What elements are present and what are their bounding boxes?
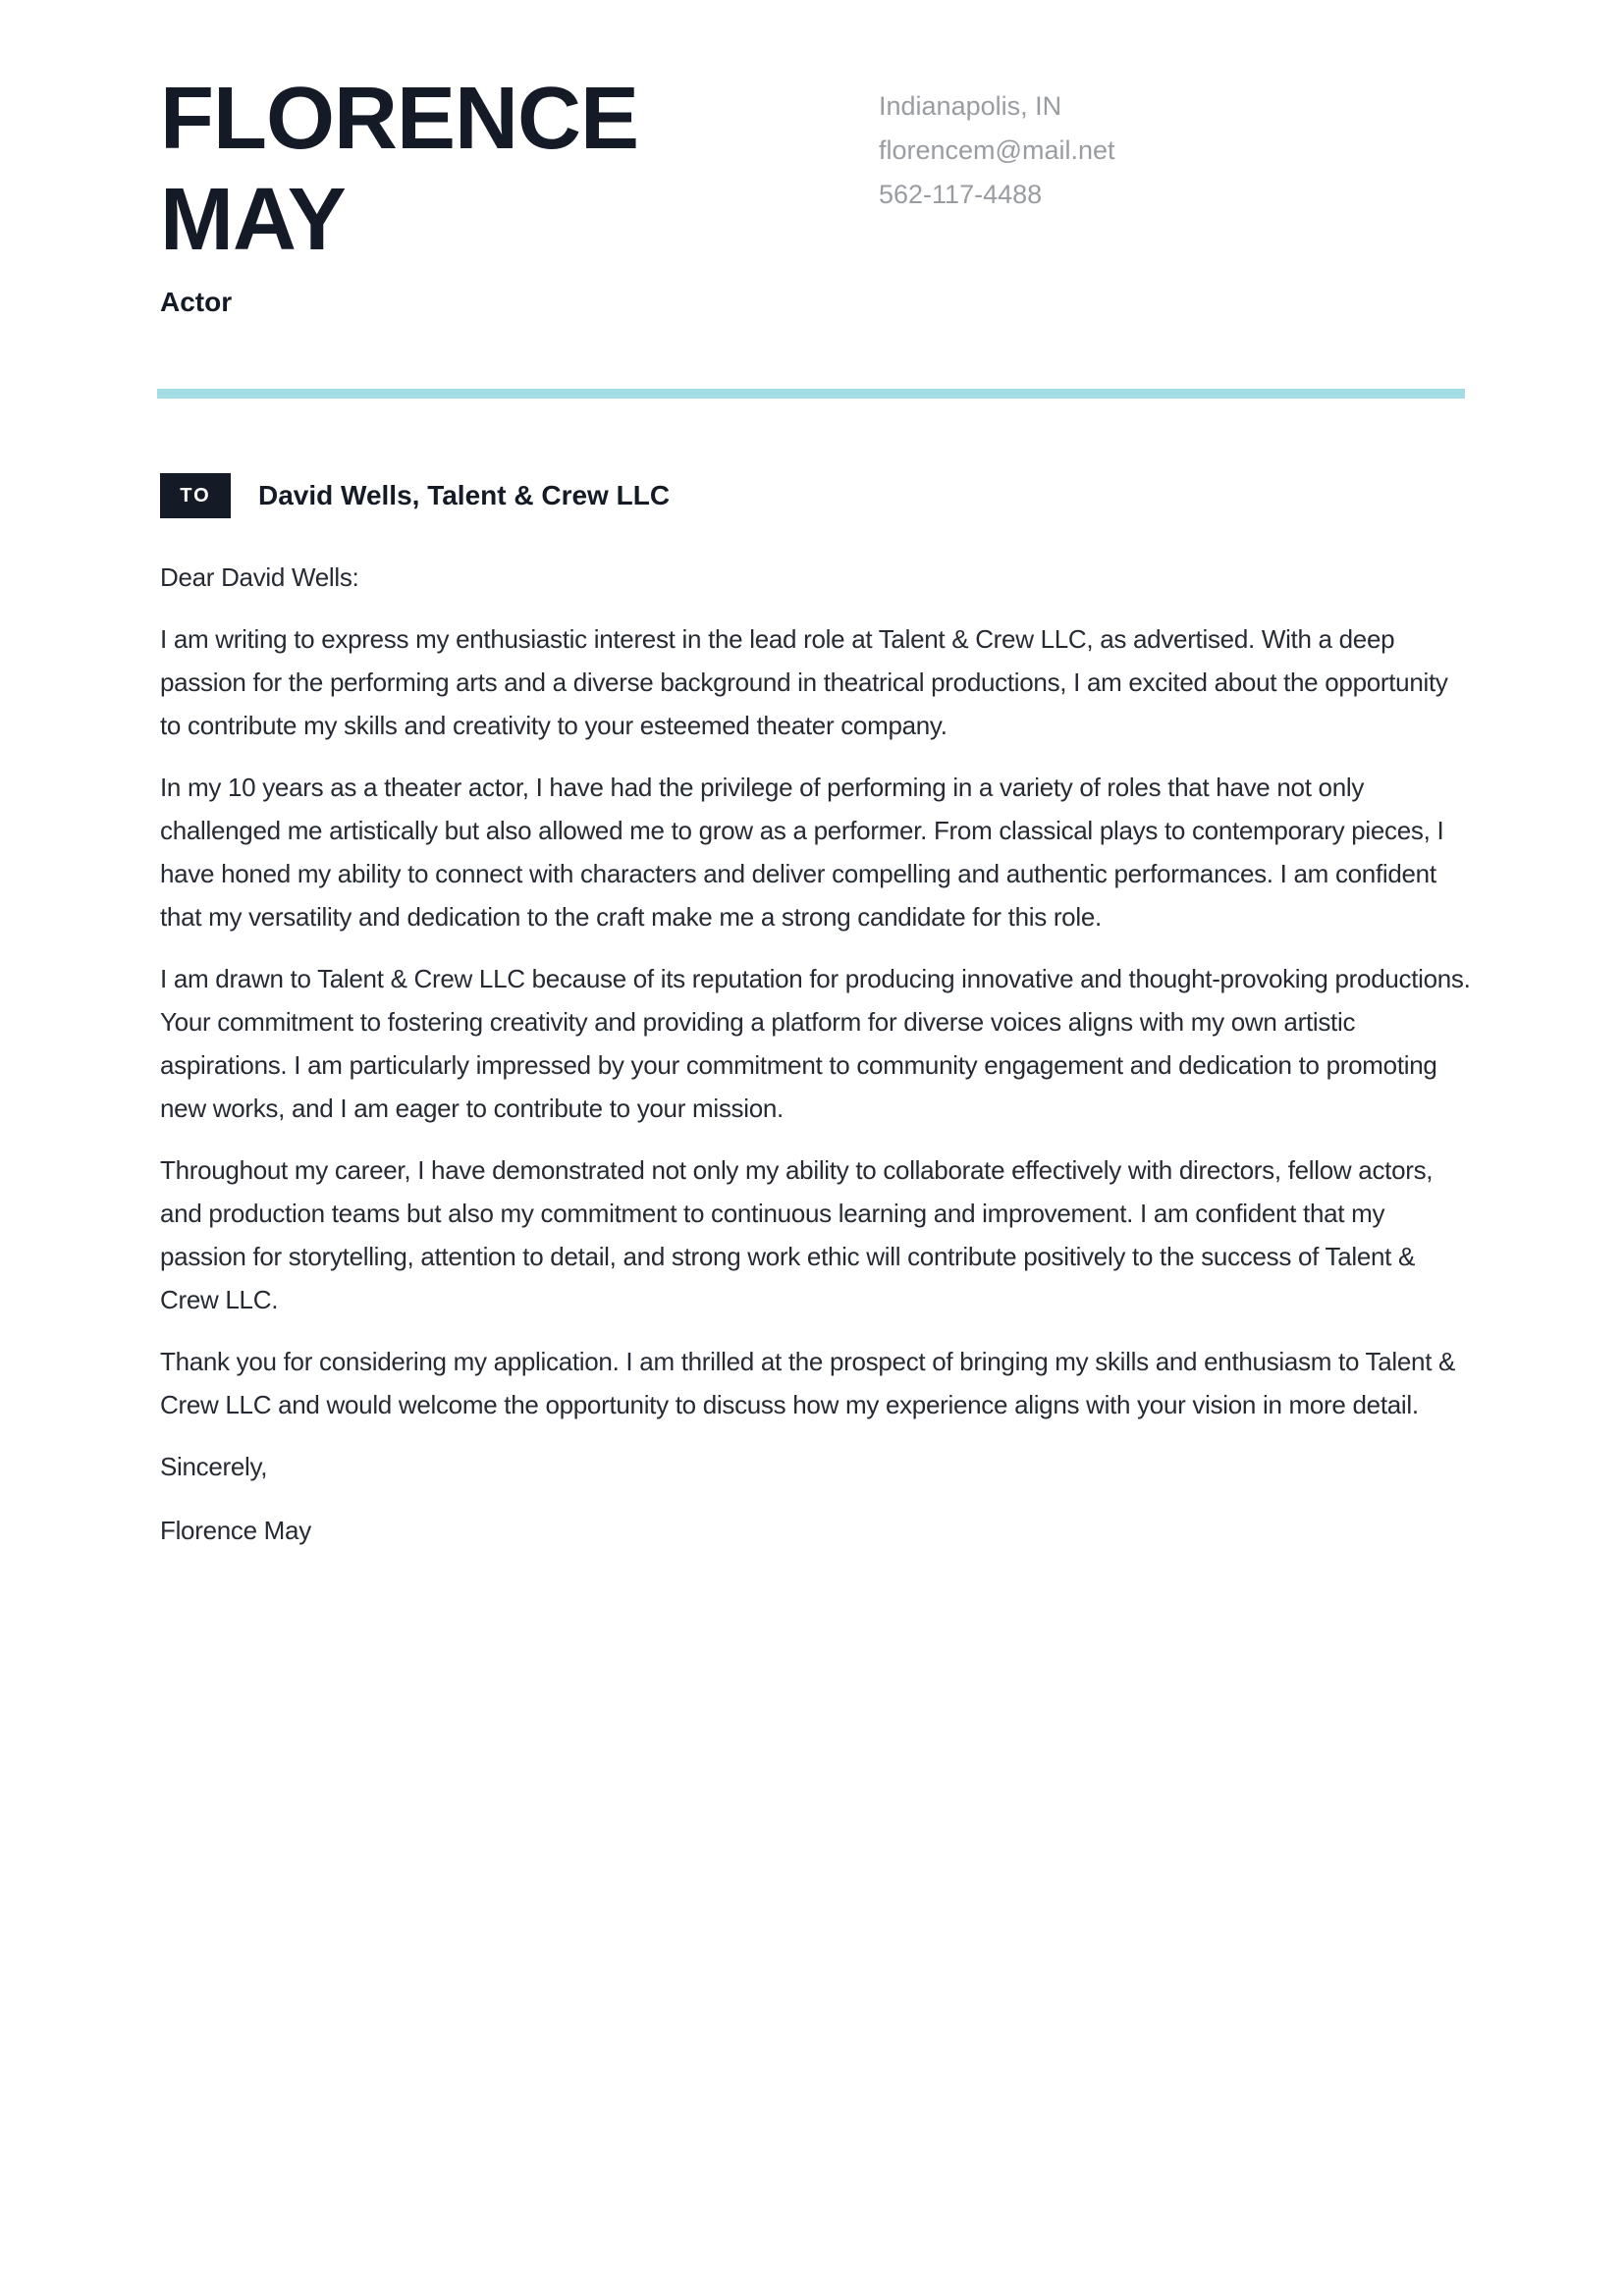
salutation: Dear David Wells: [160,562,359,592]
candidate-name-line2: MAY [160,171,346,269]
letter-paragraphs [160,617,1472,1426]
letter-paragraph: I am drawn to Talent & Crew LLC because of its reputation for producing innovative and thought-provoking productions. Your commitment to fostering creativity and providing a platform for diverse voices aligns with my own artistic aspirations. I am particularly impressed by your commitment to community engagement and dedication to promoting new works, and I am eager to contribute to your mission. [160,964,1471,1123]
candidate-name-line1: FLORENCE [160,70,638,168]
to-badge: TO [160,473,231,518]
letter-body [160,556,1472,1552]
closing-block [160,1445,1472,1552]
candidate-name [160,55,879,271]
closing: Sincerely, [160,1452,268,1481]
contact-email: florencem@mail.net [879,135,1115,165]
letter-paragraph: Thank you for considering my application. I am thrilled at the prospect of bringing my skills and enthusiasm to Talent & Crew LLC and would welcome the opportunity to discuss how my experience aligns with your vision in more detail. [160,1347,1456,1419]
recipient-name: David Wells, Talent & Crew LLC [258,480,671,510]
accent-divider [157,389,1465,399]
recipient-row [160,473,1465,518]
contact-info [879,55,1115,271]
contact-location: Indianapolis, IN [879,91,1062,121]
letter-paragraph: In my 10 years as a theater actor, I have had the privilege of performing in a variety of roles that have not only challenged me artistically but also allowed me to grow as a performer. From classical plays to contemporary pieces, I have honed my ability to connect with characters and deliver compelling and authentic performances. I am confident that my versatility and dedication to the craft make me a strong candidate for this role. [160,773,1444,932]
letter-paragraph: Throughout my career, I have demonstrated not only my ability to collaborate effectively with directors, fellow actors, and production teams but also my commitment to continuous learning and improvement. I am confident that my passion for storytelling, attention to detail, and strong work ethic will contribute positively to the success of Talent & Crew LLC. [160,1155,1434,1314]
header [160,55,1465,271]
job-title: Actor [160,287,233,317]
contact-phone: 562-117-4488 [879,180,1043,209]
letter-paragraph: I am writing to express my enthusiastic interest in the lead role at Talent & Crew LLC, as advertised. With a deep passion for the performing arts and a diverse background in theatrical productions, I am excited about the opportunity to contribute my skills and creativity to your esteemed theater company. [160,624,1448,740]
signature: Florence May [160,1516,311,1545]
